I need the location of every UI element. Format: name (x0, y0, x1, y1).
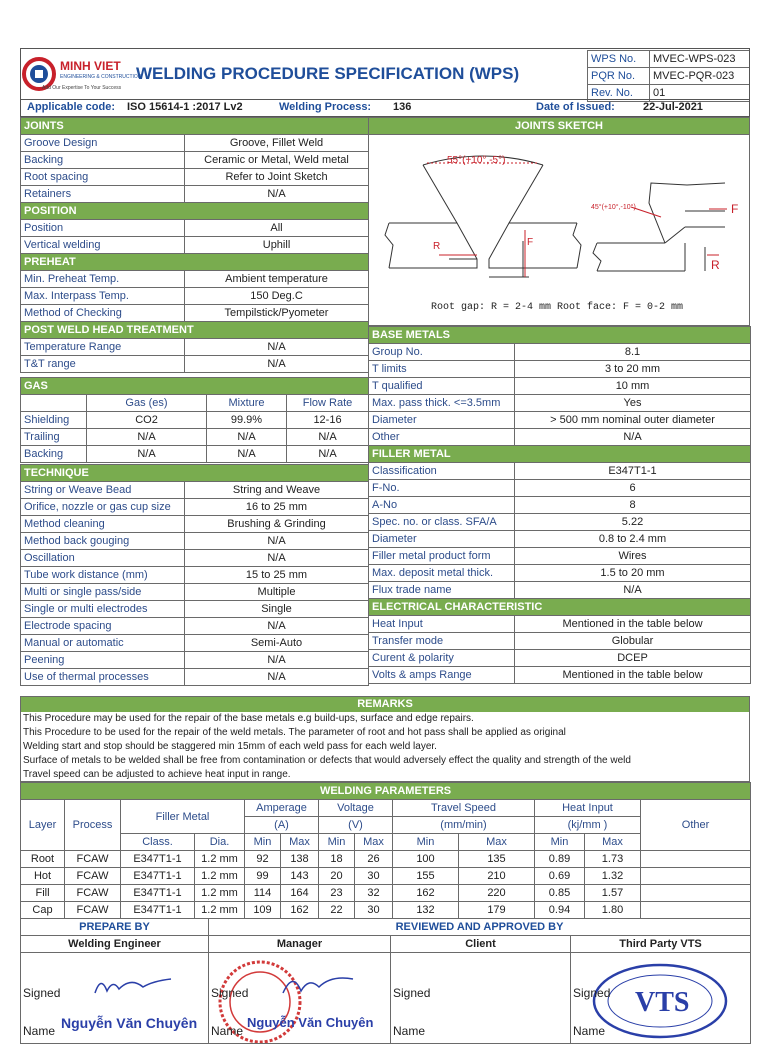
technique-label: Peening (21, 652, 185, 669)
joints-value: Refer to Joint Sketch (185, 169, 369, 186)
volt-min-cell: 20 (319, 868, 355, 885)
electrical-value: DCEP (515, 650, 751, 667)
role-welding-engineer: Welding Engineer (21, 936, 209, 953)
col-voltage: Voltage (319, 800, 393, 817)
technique-label: Orifice, nozzle or gas cup size (21, 499, 185, 516)
speed-min-cell: 100 (393, 851, 459, 868)
joints-label: Retainers (21, 186, 185, 203)
page-title: WELDING PROCEDURE SPECIFICATION (WPS) (136, 64, 520, 83)
pwht-label: Temperature Range (21, 339, 185, 356)
filler-metal-section-title: FILLER METAL (369, 446, 751, 463)
preheat-section-title: PREHEAT (21, 254, 369, 271)
signature-cell-third-party (571, 953, 751, 1044)
col-layer: Layer (21, 800, 65, 851)
pwht-value: N/A (185, 339, 369, 356)
speed-min-cell: 162 (393, 885, 459, 902)
dia-cell: 1.2 mm (195, 868, 245, 885)
amp-min-cell: 99 (245, 868, 281, 885)
gas-row-label: Shielding (21, 412, 87, 429)
gas-cell: N/A (287, 446, 369, 463)
joints-value: Groove, Fillet Weld (185, 135, 369, 152)
f-label: F (527, 237, 534, 248)
filler-label: A-No (369, 497, 515, 514)
process-cell: FCAW (65, 902, 121, 919)
base-metal-value: N/A (515, 429, 751, 446)
code-value: ISO 15614-1 :2017 Lv2 (127, 101, 243, 113)
gas-table (20, 377, 369, 463)
col-min: Min (319, 834, 355, 851)
col-min: Min (535, 834, 585, 851)
table-row (21, 902, 751, 919)
col-min: Min (393, 834, 459, 851)
filler-label: Flux trade name (369, 582, 515, 599)
col-class: Class. (121, 834, 195, 851)
company-name: MINH VIET (60, 59, 121, 73)
technique-value: N/A (185, 550, 369, 567)
technique-value: Single (185, 601, 369, 618)
name-label: Name (393, 1024, 426, 1038)
break-mark (593, 243, 601, 271)
remarks-section (20, 696, 750, 782)
base-metal-label: Other (369, 429, 515, 446)
process-cell: FCAW (65, 885, 121, 902)
electrical-label: Curent & polarity (369, 650, 515, 667)
base-metals-table (368, 326, 751, 684)
volt-min-cell: 23 (319, 885, 355, 902)
date-label: Date of Issued: (536, 101, 615, 113)
col-max: Max (459, 834, 535, 851)
technique-value: String and Weave (185, 482, 369, 499)
pqr-no-value: MVEC-PQR-023 (650, 68, 750, 85)
filler-label: Spec. no. or class. SFA/A (369, 514, 515, 531)
electrical-section-title: ELECTRICAL CHARACTERISTIC (369, 599, 751, 616)
role-manager: Manager (209, 936, 391, 953)
heat-max-cell: 1.73 (585, 851, 641, 868)
electrical-value: Globular (515, 633, 751, 650)
gas-row-label: Trailing (21, 429, 87, 446)
heat-min-cell: 0.69 (535, 868, 585, 885)
remark-line: Welding start and stop should be staggered min 15mm of each weld pass for each weld layer. (23, 741, 437, 752)
pwht-section-title: POST WELD HEAD TREATMENT (21, 322, 369, 339)
filler-label: F-No. (369, 480, 515, 497)
technique-table (20, 464, 369, 686)
joints-section-title: JOINTS (21, 118, 369, 135)
handwritten-signature-icon (91, 971, 181, 1001)
electrical-label: Volts & amps Range (369, 667, 515, 684)
dia-cell: 1.2 mm (195, 851, 245, 868)
layer-cell: Fill (21, 885, 65, 902)
preheat-value: Tempilstick/Pyometer (185, 305, 369, 322)
base-metal-value: Yes (515, 395, 751, 412)
break-mark (385, 223, 393, 268)
joints-sketch-panel (368, 117, 750, 326)
col-max: Max (585, 834, 641, 851)
col-heat-input: Heat Input (535, 800, 641, 817)
break-mark (573, 223, 581, 268)
pwht-label: T&T range (21, 356, 185, 373)
pqr-no-label: PQR No. (588, 68, 650, 85)
technique-value: Brushing & Grinding (185, 516, 369, 533)
gas-cell: N/A (87, 429, 207, 446)
gas-cell: N/A (207, 446, 287, 463)
base-metal-label: Max. pass thick. <=3.5mm (369, 395, 515, 412)
speed-max-cell: 179 (459, 902, 535, 919)
heat-min-cell: 0.89 (535, 851, 585, 868)
technique-label: Oscillation (21, 550, 185, 567)
gas-section-title: GAS (21, 378, 369, 395)
dia-cell: 1.2 mm (195, 902, 245, 919)
technique-value: Semi-Auto (185, 635, 369, 652)
volt-min-cell: 22 (319, 902, 355, 919)
amp-min-cell: 109 (245, 902, 281, 919)
volt-max-cell: 32 (355, 885, 393, 902)
technique-label: Manual or automatic (21, 635, 185, 652)
speed-max-cell: 220 (459, 885, 535, 902)
layer-cell: Hot (21, 868, 65, 885)
technique-value: N/A (185, 669, 369, 686)
gas-row-label: Backing (21, 446, 87, 463)
manager-name: Nguyễn Văn Chuyên (247, 1015, 374, 1030)
remarks-section-title: REMARKS (21, 697, 749, 712)
prepare-by-title: PREPARE BY (21, 919, 209, 936)
col-max: Max (355, 834, 393, 851)
dia-cell: 1.2 mm (195, 885, 245, 902)
col-travel-speed: Travel Speed (393, 800, 535, 817)
volt-max-cell: 30 (355, 902, 393, 919)
technique-label: Multi or single pass/side (21, 584, 185, 601)
filler-label: Max. deposit metal thick. (369, 565, 515, 582)
filler-label: Diameter (369, 531, 515, 548)
technique-label: Single or multi electrodes (21, 601, 185, 618)
wps-no-value: MVEC-WPS-023 (650, 51, 750, 68)
technique-label: String or Weave Bead (21, 482, 185, 499)
base-metal-value: 3 to 20 mm (515, 361, 751, 378)
class-cell: E347T1-1 (121, 902, 195, 919)
electrical-label: Transfer mode (369, 633, 515, 650)
rev-no-label: Rev. No. (588, 85, 650, 102)
base-metal-value: 8.1 (515, 344, 751, 361)
filler-label: Classification (369, 463, 515, 480)
technique-value: Multiple (185, 584, 369, 601)
signed-label: Signed (211, 986, 249, 1000)
preheat-label: Max. Interpass Temp. (21, 288, 185, 305)
joint-sketch-drawing (369, 135, 749, 325)
base-metals-section-title: BASE METALS (369, 327, 751, 344)
preheat-value: 150 Deg.C (185, 288, 369, 305)
reference-table (587, 50, 750, 102)
review-approve-title: REVIEWED AND APPROVED BY (209, 919, 751, 936)
col-min: Min (245, 834, 281, 851)
pwht-value: N/A (185, 356, 369, 373)
class-cell: E347T1-1 (121, 885, 195, 902)
other-cell (641, 885, 751, 902)
filler-value: N/A (515, 582, 751, 599)
engineer-name: Nguyễn Văn Chuyên (61, 1015, 198, 1031)
filler-value: Wires (515, 548, 751, 565)
speed-unit: (mm/min) (393, 817, 535, 834)
base-metal-label: T qualified (369, 378, 515, 395)
remark-line: This Procedure to be used for the repair of the weld metals. The parameter of root and hot pass shall be applied as original (23, 727, 566, 738)
filler-value: 0.8 to 2.4 mm (515, 531, 751, 548)
amp-max-cell: 164 (281, 885, 319, 902)
gas-cell: N/A (287, 429, 369, 446)
fillet-bevel-outline (649, 183, 725, 243)
other-cell (641, 868, 751, 885)
heat-max-cell: 1.57 (585, 885, 641, 902)
electrical-value: Mentioned in the table below (515, 667, 751, 684)
base-metal-value: 10 mm (515, 378, 751, 395)
base-metal-label: T limits (369, 361, 515, 378)
parameters-section-title: WELDING PARAMETERS (21, 783, 751, 800)
joints-value: N/A (185, 186, 369, 203)
gas-header: Flow Rate (287, 395, 369, 412)
base-metal-label: Group No. (369, 344, 515, 361)
electrical-label: Heat Input (369, 616, 515, 633)
signed-label: Signed (23, 986, 61, 1000)
fillet-angle-label: 45°(+10°,-10°) (591, 204, 636, 211)
process-value: 136 (393, 101, 412, 113)
technique-label: Use of thermal processes (21, 669, 185, 686)
class-cell: E347T1-1 (121, 851, 195, 868)
volt-min-cell: 18 (319, 851, 355, 868)
table-row (21, 851, 751, 868)
signature-cell-manager (209, 953, 391, 1044)
col-other: Other (641, 800, 751, 851)
electrical-value: Mentioned in the table below (515, 616, 751, 633)
position-section-title: POSITION (21, 203, 369, 220)
col-filler-metal: Filler Metal (121, 800, 245, 834)
preheat-value: Ambient temperature (185, 271, 369, 288)
technique-label: Electrode spacing (21, 618, 185, 635)
col-dia: Dia. (195, 834, 245, 851)
technique-label: Method cleaning (21, 516, 185, 533)
signature-cell-client (391, 953, 571, 1044)
gas-cell: 99.9% (207, 412, 287, 429)
fillet-bevel-line (665, 227, 685, 243)
name-label: Name (23, 1024, 56, 1038)
technique-value: N/A (185, 652, 369, 669)
other-cell (641, 902, 751, 919)
groove-angle-label: 55°(+10°,-5°) (447, 155, 506, 166)
volt-max-cell: 26 (355, 851, 393, 868)
date-value: 22-Jul-2021 (643, 101, 703, 113)
info-row (20, 100, 750, 117)
position-label: Vertical welding (21, 237, 185, 254)
heat-min-cell: 0.94 (535, 902, 585, 919)
amp-min-cell: 92 (245, 851, 281, 868)
amperage-unit: (A) (245, 817, 319, 834)
table-row (21, 868, 751, 885)
company-sub: ENGINEERING & CONSTRUCTION (60, 74, 142, 80)
fillet-f-label: F (731, 202, 739, 216)
other-cell (641, 851, 751, 868)
gas-header-blank (21, 395, 87, 412)
gas-cell: 12-16 (287, 412, 369, 429)
class-cell: E347T1-1 (121, 868, 195, 885)
amp-max-cell: 162 (281, 902, 319, 919)
volt-max-cell: 30 (355, 868, 393, 885)
base-metal-label: Diameter (369, 412, 515, 429)
technique-label: Tube work distance (mm) (21, 567, 185, 584)
technique-value: 15 to 25 mm (185, 567, 369, 584)
signed-label: Signed (573, 986, 611, 1000)
filler-label: Filler metal product form (369, 548, 515, 565)
filler-value: 8 (515, 497, 751, 514)
technique-label: Method back gouging (21, 533, 185, 550)
sketch-section-title: JOINTS SKETCH (369, 118, 749, 135)
gas-cell: N/A (207, 429, 287, 446)
gas-header: Mixture (207, 395, 287, 412)
gas-cell: N/A (87, 446, 207, 463)
amp-min-cell: 114 (245, 885, 281, 902)
name-label: Name (211, 1024, 244, 1038)
joints-label: Backing (21, 152, 185, 169)
welding-parameters-table (20, 782, 751, 919)
joints-value: Ceramic or Metal, Weld metal (185, 152, 369, 169)
col-max: Max (281, 834, 319, 851)
technique-section-title: TECHNIQUE (21, 465, 369, 482)
groove-line (509, 165, 543, 223)
r-label: R (433, 241, 441, 252)
process-cell: FCAW (65, 868, 121, 885)
gas-header: Gas (es) (87, 395, 207, 412)
technique-value: N/A (185, 533, 369, 550)
base-metal-value: > 500 mm nominal outer diameter (515, 412, 751, 429)
role-third-party: Third Party VTS (571, 936, 751, 953)
signed-label: Signed (393, 986, 431, 1000)
speed-max-cell: 210 (459, 868, 535, 885)
position-label: Position (21, 220, 185, 237)
col-amperage: Amperage (245, 800, 319, 817)
voltage-unit: (V) (319, 817, 393, 834)
heat-unit: (kj/mm ) (535, 817, 641, 834)
remark-line: This Procedure may be used for the repair of the base metals e.g build-ups, surface and edge repairs. (23, 713, 474, 724)
stamp-text: VTS (635, 987, 690, 1018)
filler-value: 6 (515, 480, 751, 497)
layer-cell: Root (21, 851, 65, 868)
preheat-label: Min. Preheat Temp. (21, 271, 185, 288)
filler-value: 1.5 to 20 mm (515, 565, 751, 582)
heat-max-cell: 1.80 (585, 902, 641, 919)
remark-line: Surface of metals to be welded shall be free from contamination or defects that would adversely effect the quality and strength of the weld (23, 755, 631, 766)
preheat-label: Method of Checking (21, 305, 185, 322)
rev-no-value: 01 (650, 85, 750, 102)
groove-line (423, 165, 457, 223)
speed-min-cell: 132 (393, 902, 459, 919)
technique-value: 16 to 25 mm (185, 499, 369, 516)
speed-max-cell: 135 (459, 851, 535, 868)
wps-no-label: WPS No. (588, 51, 650, 68)
col-process: Process (65, 800, 121, 851)
speed-min-cell: 155 (393, 868, 459, 885)
joints-label: Root spacing (21, 169, 185, 186)
fillet-r-label: R (711, 258, 720, 272)
company-slogan: Add Our Expertise To Your Success (42, 85, 122, 91)
code-label: Applicable code: (27, 101, 116, 113)
position-value: Uphill (185, 237, 369, 254)
approval-table (20, 918, 751, 1044)
amp-max-cell: 138 (281, 851, 319, 868)
remark-line: Travel speed can be adjusted to achieve heat input in range. (23, 769, 291, 780)
sketch-caption: Root gap: R = 2-4 mm Root face: F = 0-2 mm (431, 302, 684, 313)
handwritten-signature-icon (279, 969, 359, 999)
joints-table (20, 117, 369, 373)
heat-max-cell: 1.32 (585, 868, 641, 885)
logo (22, 55, 142, 95)
technique-value: N/A (185, 618, 369, 635)
heat-min-cell: 0.85 (535, 885, 585, 902)
joints-label: Groove Design (21, 135, 185, 152)
process-label: Welding Process: (279, 101, 372, 113)
position-value: All (185, 220, 369, 237)
amp-max-cell: 143 (281, 868, 319, 885)
table-row (21, 885, 751, 902)
role-client: Client (391, 936, 571, 953)
filler-value: 5.22 (515, 514, 751, 531)
process-cell: FCAW (65, 851, 121, 868)
filler-value: E347T1-1 (515, 463, 751, 480)
name-label: Name (573, 1024, 606, 1038)
gas-cell: CO2 (87, 412, 207, 429)
layer-cell: Cap (21, 902, 65, 919)
signature-cell-engineer (21, 953, 209, 1044)
